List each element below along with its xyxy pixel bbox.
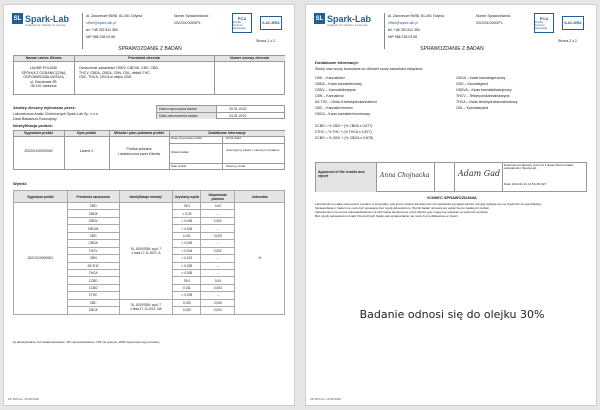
footnote: A) akredytowane, NA nieakredytowane, NP nieprzedstawione, NW nie wykryto, WRP wykonanie wg procedury bbox=[13, 340, 160, 344]
report-number: 2022/01/0020/PL bbox=[476, 21, 503, 25]
spark-lab-logo: SL Spark-Lab Analysis for industry & science bbox=[315, 13, 372, 27]
ident-description: Laume 2 bbox=[79, 149, 94, 153]
signature-2: Adam Gad bbox=[458, 169, 501, 178]
table-row: THCA < 0,005 -- bbox=[14, 269, 285, 276]
lab-address: Al. Zaorzecze 96/98, 81-451 Gdynia bbox=[86, 14, 143, 18]
table-row: CBG 0,011 0,003 bbox=[14, 232, 285, 239]
table-row: ΣCBD 39,0 0,04 bbox=[14, 277, 285, 284]
table-row: THCV < 0,004 0,002 bbox=[14, 247, 285, 254]
report-title: SPRAWOZDANIE Z BADAŃ bbox=[420, 46, 484, 52]
start-date: 20.01.2022 bbox=[229, 106, 247, 111]
ident-signature: 2022/01/0003/002 bbox=[24, 149, 53, 153]
result-unit: % bbox=[235, 203, 285, 315]
order-subject: Oznaczenie zawartości CBDV, CBDVA, CBG, CBD, bbox=[79, 66, 159, 70]
pca-accreditation-icon: PCA Polskie Centrum Akredytacji bbox=[232, 13, 252, 33]
method-id-na: SL.0019/03M, wyd. 7 z dnia 17.11.2021, NA bbox=[119, 299, 173, 314]
table-row: CBC SL.0019/03M, wyd. 7 z dnia 17.11.2021, NA 0,020 0,005 bbox=[14, 299, 285, 306]
page-number: Strona 1 z 2 bbox=[256, 39, 275, 43]
info-subtitle: Skróty oraz wzory stosowane do obliczeń sumy zawartości związków: bbox=[315, 67, 423, 71]
signature-date: Data: 2022.01.24 14:51:48 CET bbox=[504, 182, 547, 186]
report-page-2: SL Spark-Lab Analysis for industry & science Al. Zaorzecze 96/98, 81-451 Gdynia office@spark-lab.pl tel. +48 782 811 350 NIP 586 238 03 65 Numer Sprawozdania: 2022/01/0020/PL PCA Polskie Centrum Akredytacji ILAC-MRA Strona 2 z 2 SPRAWOZDANIE Z BADAŃ Dodatkowe Informacje: Skróty oraz wzory stosowane do obliczeń sumy zawartości związków: CBD – Kannabidiol CBDA – Kwas kannabidiolowy CBDV – Kannabidiwaryna CBN – Kannabinol Δ9-THC – Delta-9-tetrahydrokannabinol CBC – Kannabichromen CBCA – Kwas kannabichromenowy CBGA – Kwas kannabigerolowy CBG – Kannabigerol CBDVA – Kwas kannabidiwarynowy THCV – Tetrahydrokannabiwaryna THCA – Kwas tetrahydrokannabinolowy CBL – Kannabicyklol ΣCBD = % CBD + (% CBDA x 0,877) ΣTHC = % THC + (% THCA x 0,877) ΣCBG = % CBG + (% CBGA x 0,878) Approved of the results and report Anna Chojnacka Adam Gad Dokument podpisany przez Dr Łukasz Marcin Gadzi, Laboratorium Spark-Lab Data: 2022.01.24 14:51:48 CET KONIEC SPRAWOZDANIA Laboratorium podaje niepewność pomiaru w przypadku, gdy jest to istotne dla ważności lub spełniania wymagań klienta, lub gdy wpływa ona na zgodność ze specyfikacją. Sprawozdanie z badań nie może być powielane bez zgody laboratorium. Wyniki badań odnoszą się wyłącznie do badanych próbek. Laboratorium nie ponosi odpowiedzialności za informacje dostarczone przez klienta, gdy mogą one wpływać na ważność wyników. Bez zgody Laboratorium Analiz Chemicznych Spark-Lab sprawozdanie nie może być publikowane w części. Badanie odnosi się do olejku 30% ZP 305 del. 19.08.2020 bbox=[305, 4, 597, 406]
lab-name: Laboratorium Analiz Chemicznych Spark-Lab Sp. z o.o. bbox=[13, 112, 99, 116]
result-signature: 2021/11/0005/001 bbox=[14, 203, 68, 315]
results-section-title: Wyniki: bbox=[13, 181, 28, 186]
table-row: CBCA 0,020 0,004 bbox=[14, 307, 285, 314]
digital-signature-info: Dokument podpisany przez Dr Łukasz Marcin Gadzi, Laboratorium Spark-Lab bbox=[504, 163, 575, 171]
ident-section-title: Identyfikacja próbek: bbox=[13, 123, 54, 128]
end-date: 24.01.2022 bbox=[229, 113, 247, 118]
method-id-a: SL.0019/03M, wyd. 7 z dnia 17.11.2021, A bbox=[119, 203, 173, 300]
lab-section-title: Analizy zlecony wykonane przez: bbox=[13, 105, 76, 110]
lab-department: Dział Badawczo-Rozwojowy bbox=[13, 117, 57, 121]
form-code: ZP 305 del. 19.08.2020 bbox=[8, 397, 40, 401]
report-number-label: Numer Sprawozdania: bbox=[174, 14, 209, 18]
table-row: 2021/11/0005/001 CBD SL.0019/03M, wyd. 7 z dnia 17.11.2021, A 39,0 0,04 % bbox=[14, 203, 285, 210]
page-number: Strona 2 z 2 bbox=[558, 39, 577, 43]
table-row: Δ9-THC < 0,005 -- bbox=[14, 262, 285, 269]
table-row: CBDA < 0,25 -- bbox=[14, 210, 285, 217]
spark-lab-logo: SL Spark-Lab Analysis for industry & science bbox=[13, 13, 70, 27]
lab-phone: tel. +48 782 811 350 bbox=[86, 28, 118, 32]
end-of-report: KONIEC SPRAWOZDANIA bbox=[427, 195, 477, 200]
form-code: ZP 305 del. 19.08.2020 bbox=[310, 397, 342, 401]
table-row: CBDV < 0,006 0,002 bbox=[14, 217, 285, 224]
pca-accreditation-icon: PCA Polskie Centrum Akredytacji bbox=[534, 13, 554, 33]
annotation-note: Badanie odnosi się do olejku 30% bbox=[359, 308, 545, 321]
info-title: Dodatkowe Informacje: bbox=[315, 60, 360, 65]
report-number: 2022/01/0020/PL bbox=[174, 21, 201, 25]
lab-email[interactable]: office@spark-lab.pl bbox=[86, 21, 116, 25]
ilac-mra-icon: ILAC-MRA bbox=[260, 16, 282, 30]
approval-label: Approved of the results and report bbox=[318, 170, 365, 179]
signature-1: Anna Chojnacka bbox=[380, 172, 430, 179]
client-name: LAUME POLAND bbox=[29, 66, 58, 70]
lab-nip: NIP 586 238 03 65 bbox=[86, 35, 116, 39]
report-page-1: SL Spark-Lab Analysis for industry & science Al. Zaorzecze 96/98, 81-451 Gdynia office@spark-lab.pl tel. +48 782 811 350 NIP 586 238 03 65 Numer Sprawozdania: 2022/01/0020/PL PCA Polskie Centrum Akredytacji ILAC-MRA Strona 1 z 2 SPRAWOZDANIE Z BADAŃ Nazwa i adres Klienta Przedmiot zlecenia Numer umowy zlecenia LAUME POLAND SPÓŁKA Z OGRANICZONĄ ODPOWIEDZIALNOŚCIĄ ul. Dworkowa 2B 05-110 Jabłonna Oznaczenie zawartości CBDV, CBDVA, CBG, CBD, THCV, CBDA, CBGA, CBN, CBL, delta9-THC, CBC, THCA, CBCA w olejku CBD Analizy zlecony wykonane przez: Laboratorium Analiz Chemicznych Spark-Lab Sp. z o.o. Dział Badawczo-Rozwojowy Data rozpoczęcia badań 20.01.2022 Data zakończenia badań 24.01.2022 Identyfikacja próbek: Sygnatura próbki Opis próbki Metoda i plan pobrania próbki Dodatkowe informacje 2022/01/0003/002 Laume 2 Próbka pobrana i dostarczona przez Klienta Data otrzymania próbki 20.01.2022 Obiekt badań Ilość płynny zawór z ciemnym oczadem Stan próbki Obecny oczad Wyniki: Sygnatura próbki Przedmiot oznaczenia Identyfikacja metody* Uzyskany wynik Niepewność pomiaru Jednostka 2021/11/0005/001 CBD SL.0019/03M, wyd. 7 z dnia 17.11.2021, A 39,0 0,04 % CBDA < 0,25 -- CBDV < 0,006 0,002 CBDVA < 0,005 -- CBG 0,011 0,003 CBGA < 0,005 -- THCV < 0,004 0,002 CBN < 0,013 -- Δ9-THC < 0,005 -- THCA < 0,005 -- ΣCBD 39,0 0,04 ΣCBG 0,011 0,003 ΣTHC < 0,005 -- CBC SL.0019/03M, wyd. 7 z dnia 17.11.2021, NA 0,020 0,005 CBCA 0,020 0,004 A) akredytowane, NA nieakredytowane, NP nieprzedstawione, NW nie wykryto, WRP wykonanie wg procedury ZP 305 del. 19.08.2020 bbox=[3, 4, 295, 406]
table-row: ΣTHC < 0,005 -- bbox=[14, 292, 285, 299]
table-row: ΣCBG 0,011 0,003 bbox=[14, 284, 285, 291]
table-row: CBDVA < 0,005 -- bbox=[14, 225, 285, 232]
table-row: CBN < 0,013 -- bbox=[14, 255, 285, 262]
table-row: CBGA < 0,005 -- bbox=[14, 240, 285, 247]
results-table: Sygnatura próbki Przedmiot oznaczenia Identyfikacja metody* Uzyskany wynik Niepewność pomiaru Jednostka 2021/11/0005/001 CBD SL.0019/03M, wyd. 7 z dnia 17.11.2021, A 39,0 0,04 % CBDA < 0,25 -- CBDV < 0,006 0,002 CBDVA < 0,005 -- CBG 0,011 0,003 CBGA < 0,005 -- THCV < 0,004 0,002 CBN < 0,013 -- Δ9-THC < 0,005 -- THCA < 0,005 -- ΣCBD 39,0 0,04 ΣCBG 0,011 0,003 ΣTHC < 0,005 -- CBC SL.0019/03M, wyd. 7 z dnia 17.11.2021, NA 0,020 0,005 CBCA 0,020 0,004 bbox=[13, 190, 285, 315]
ilac-mra-icon: ILAC-MRA bbox=[562, 16, 584, 30]
report-title: SPRAWOZDANIE Z BADAŃ bbox=[118, 46, 182, 52]
